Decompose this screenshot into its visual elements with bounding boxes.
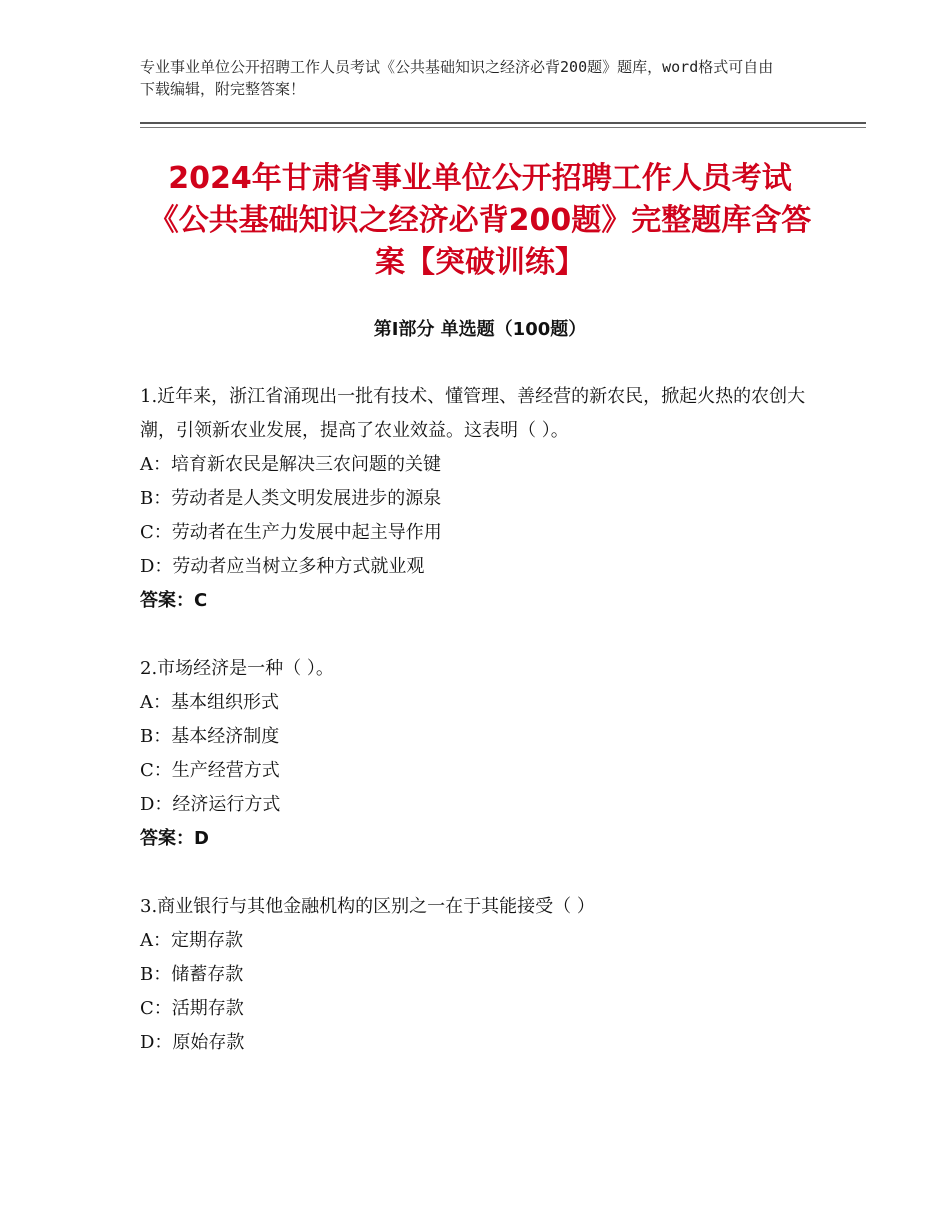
question-2 <box>140 652 820 856</box>
option-c: C：生产经营方式 <box>140 760 280 781</box>
question-3 <box>140 890 820 1060</box>
option-a: A：基本组织形式 <box>140 692 279 713</box>
question-stem: 1.近年来，浙江省涌现出一批有技术、懂管理、善经营的新农民，掀起火热的农创大潮，引领新农业发展，提高了农业效益。这表明（ ）。 <box>140 386 806 441</box>
option-b: B：基本经济制度 <box>140 726 280 747</box>
section-title: 第Ⅰ部分 单选题（100题） <box>373 319 587 340</box>
question-stem: 2.市场经济是一种（ ）。 <box>140 658 334 679</box>
option-d: D：劳动者应当树立多种方式就业观 <box>140 556 425 577</box>
header-note: 专业事业单位公开招聘工作人员考试《公共基础知识之经济必背200题》题库，word格式可自由下载编辑，附完整答案！ <box>140 58 774 98</box>
option-a: A：定期存款 <box>140 930 243 951</box>
option-c: C：劳动者在生产力发展中起主导作用 <box>140 522 442 543</box>
option-a: A：培育新农民是解决三农问题的关键 <box>140 454 441 475</box>
option-b: B：劳动者是人类文明发展进步的源泉 <box>140 488 442 509</box>
question-list <box>140 380 820 1094</box>
header-rule-thin <box>140 127 866 128</box>
header-rule <box>140 122 866 124</box>
answer-line: 答案：D <box>140 828 209 849</box>
question-1 <box>140 380 820 618</box>
option-d: D：原始存款 <box>140 1032 245 1053</box>
option-d: D：经济运行方式 <box>140 794 281 815</box>
document-title: 2024年甘肃省事业单位公开招聘工作人员考试《公共基础知识之经济必背200题》完整题库含答案【突破训练】 <box>148 161 812 280</box>
answer-line: 答案：C <box>140 590 208 611</box>
question-stem: 3.商业银行与其他金融机构的区别之一在于其能接受（ ） <box>140 896 595 917</box>
option-b: B：储蓄存款 <box>140 964 244 985</box>
option-c: C：活期存款 <box>140 998 244 1019</box>
